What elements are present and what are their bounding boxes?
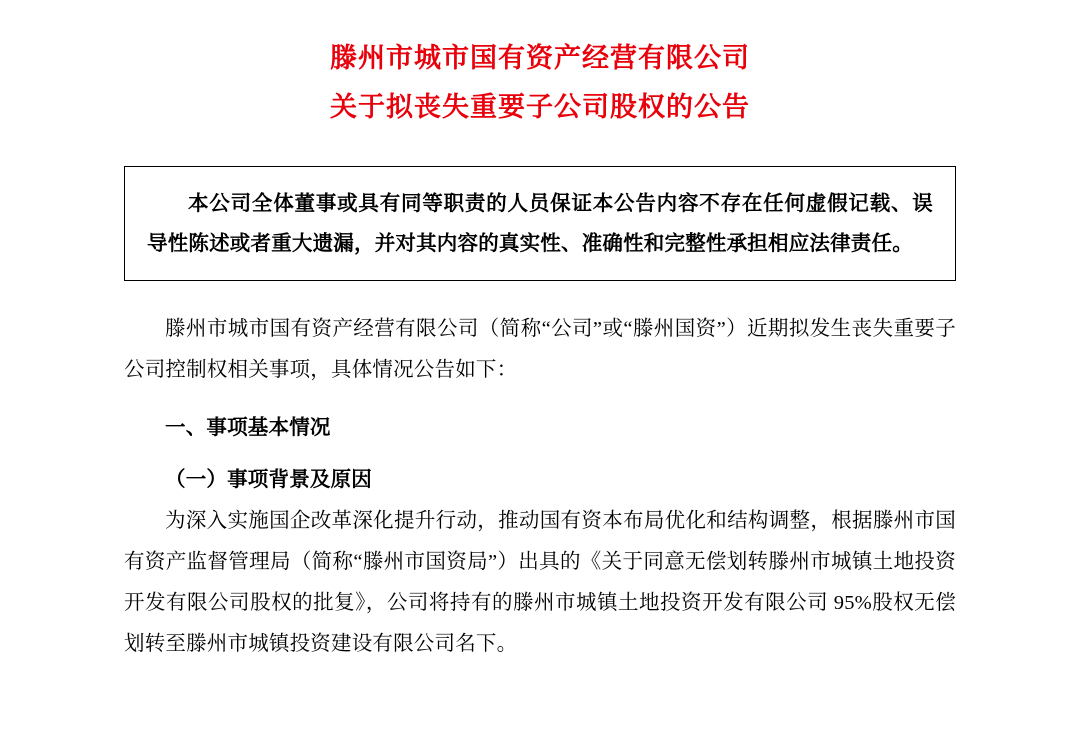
document-body: [124, 309, 956, 665]
subsection-heading: （一）事项背景及原因: [165, 469, 372, 491]
disclaimer-text: 本公司全体董事或具有同等职责的人员保证本公告内容不存在任何虚假记载、误导性陈述或者重大遗漏，并对其内容的真实性、准确性和完整性承担相应法律责任。: [147, 193, 933, 255]
spacer: [124, 391, 956, 408]
intro-paragraph: 滕州市城市国有资产经营有限公司（简称“公司”或“滕州国资”）近期拟发生丧失重要子公司控制权相关事项，具体情况公告如下：: [124, 318, 956, 381]
disclaimer-box: [124, 166, 956, 281]
body-paragraph-1: 为深入实施国企改革深化提升行动，推动国有资本布局优化和结构调整，根据滕州市国有资产监督管理局（简称“滕州市国资局”）出具的《关于同意无偿划转滕州市城镇土地投资开发有限公司股权的批复》，公司将持有的滕州市城镇土地投资开发有限公司 95%股权无偿划转至滕州市城镇投资建设有限公司名下。: [124, 510, 956, 655]
spacer: [124, 449, 956, 460]
title-line-2: 关于拟丧失重要子公司股权的公告: [330, 92, 750, 122]
title-line-1: 滕州市城市国有资产经营有限公司: [330, 43, 750, 73]
section-heading: 一、事项基本情况: [165, 417, 331, 439]
document-title: [124, 0, 956, 132]
